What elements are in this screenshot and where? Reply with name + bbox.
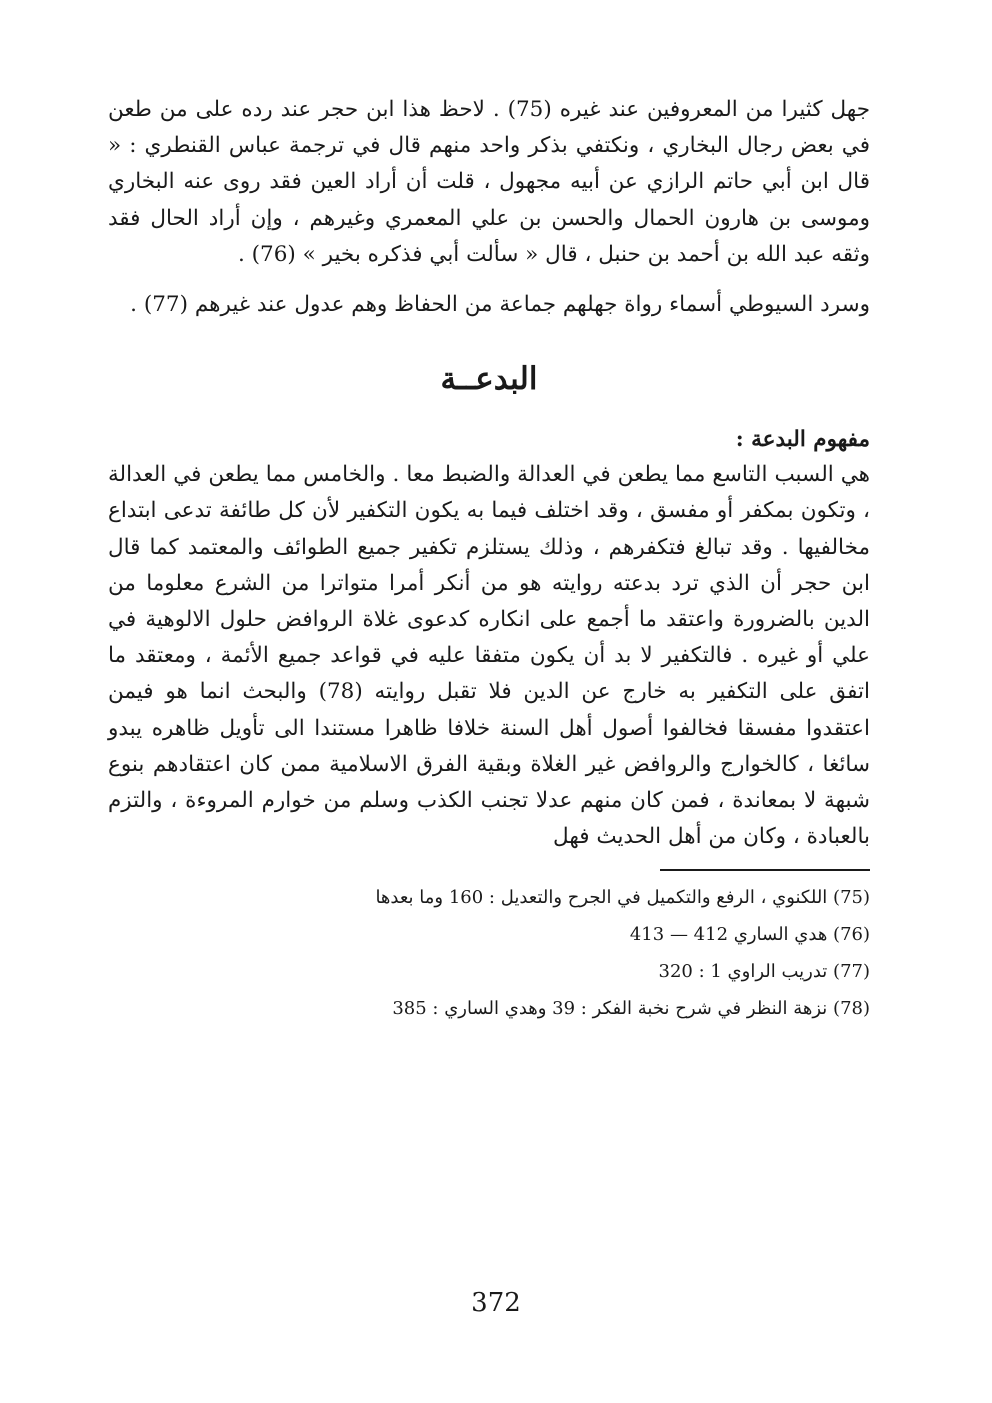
section-heading: البدعــة [440, 361, 538, 398]
section-subheading: مفهوم البدعة : [735, 427, 870, 453]
footnote-item: (76) هدي الساري 412 — 413 [629, 924, 870, 946]
page-number: 372 [471, 1288, 521, 1318]
footnote-item: (75) اللكنوي ، الرفع والتكميل في الجرح والتعديل : 160 وما بعدها [375, 887, 870, 909]
body-paragraph-3: هي السبب التاسع مما يطعن في العدالة والضبط معا . والخامس مما يطعن في العدالة ، وتكون بمكفر أو مفسق ، وقد اختلف فيما به يكون التكفير لأن كل طائفة تدعى ابتداع مخالفيها . وقد تبالغ فتكفرهم ، وذلك يستلزم تكفير جميع الطوائف والمعتمد كما قال ابن حجر أن الذي ترد بدعته روايته هو من أنكر أمرا متواترا من الشرع معلوما من الدين بالضرورة واعتقد ما أجمع على انكاره كدعوى غلاة الروافض حلول الالوهية في علي أو غيره . فالتكفير لا بد أن يكون متفقا عليه في قواعد جميع الأئمة ، ومعتقد ما اتفق على التكفير به خارج عن الدين فلا تقبل روايته (78) والبحث انما هو فيمن اعتقدوا مفسقا فخالفوا أصول أهل السنة خلافا ظاهرا مستندا الى تأويل ظاهره يبدو سائغا ، كالخوارج والروافض غير الغلاة وبقية الفرق الاسلامية ممن كان اعتقادهم بنوع شبهة لا بمعاندة ، فمن كان منهم عدلا تجنب الكذب وسلم من خوارم المروءة ، والتزم بالعبادة ، وكان من أهل الحديث فهل [108, 462, 870, 850]
footnote-divider [660, 869, 870, 871]
body-paragraph-2: وسرد السيوطي أسماء رواة جهلهم جماعة من الحفاظ وهم عدول عند غيرهم (77) . [130, 292, 870, 318]
footnote-item: (78) نزهة النظر في شرح نخبة الفكر : 39 وهدي الساري : 385 [392, 998, 870, 1020]
footnote-item: (77) تدريب الراوي 1 : 320 [658, 961, 870, 983]
body-paragraph-1: جهل كثيرا من المعروفين عند غيره (75) . لاحظ هذا ابن حجر عند رده على من طعن في بعض رجال البخاري ، ونكتفي بذكر واحد منهم قال في ترجمة عباس القنطري : « قال ابن أبي حاتم الرازي عن أبيه مجهول ، قلت أن أراد العين فقد روى عنه البخاري وموسى بن هارون الحمال والحسن بن علي المعمري وغيرهم ، وإن أراد الحال فقد وثقه عبد الله بن أحمد بن حنبل ، قال « سألت أبي فذكره بخير » (76) . [108, 97, 870, 267]
footnotes-list [108, 879, 870, 1027]
